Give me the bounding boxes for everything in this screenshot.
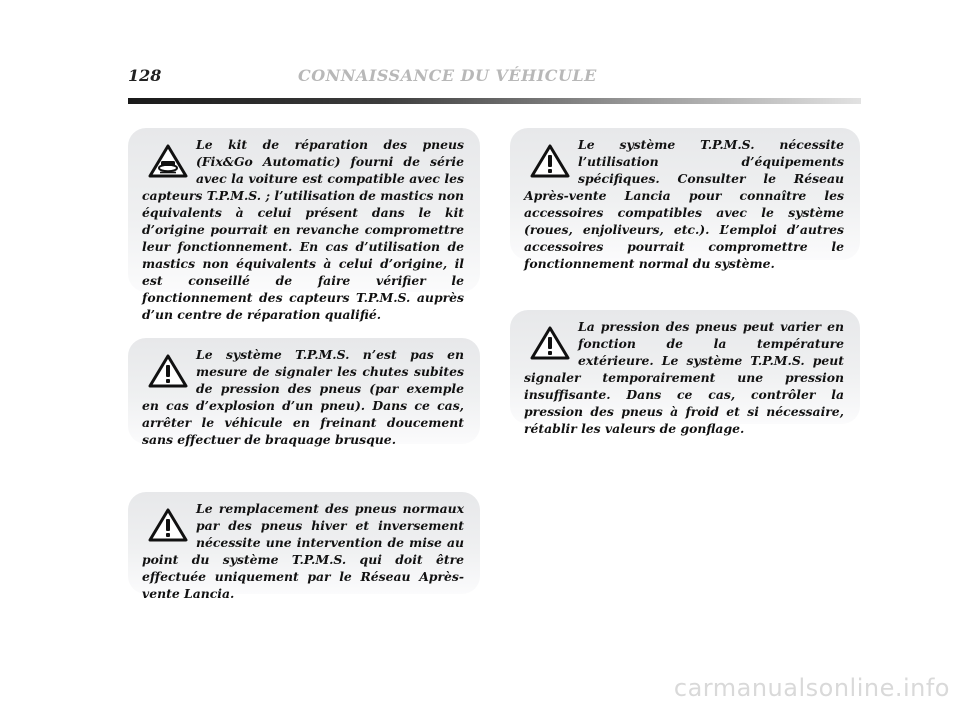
note-text: Le système T.P.M.S. n’est pas en mesure de signaler les chutes subites de pression des pneus (par exemple en cas d’explosion d’un pneu). Dans ce cas, arrêter le véhicule en freinant doucement sans effectuer de braquage brusque. [142, 347, 464, 447]
note-winter-tires [128, 492, 480, 601]
watermark: carmanualsonline.info [673, 674, 950, 702]
warning-triangle-icon [148, 354, 188, 388]
note-text: Le système T.P.M.S. nécessite l’utilisation d’équipements spécifiques. Consulter le Réseau Après-vente Lancia pour connaître les accessoires compatibles avec le système (roues, enjoliveurs, etc.). L’emploi d’autres accessoires pourrait compromettre le fonctionnement normal du système. [524, 137, 844, 271]
note-text: Le remplacement des pneus normaux par des pneus hiver et inversement nécessite une intervention de mise au point du système T.P.M.S. qui doit être effectuée uniquement par le Réseau Après-vente Lancia. [142, 501, 464, 601]
header-rule [128, 98, 861, 104]
tire-repair-warning-icon [148, 144, 188, 178]
note-tire-pressure-temperature [510, 310, 860, 436]
note-tpms-equipment [510, 128, 860, 271]
note-tpms-sudden-drop [128, 338, 480, 447]
note-text: Le kit de réparation des pneus (Fix&Go Automatic) fourni de série avec la voiture est compatible avec les capteurs T.P.M.S. ; l’utilisation de mastics non équivalents à celui présent dans le kit d’origine pourrait en revanche compromettre leur fonctionnement. En cas d’utilisation de mastics non équivalents à celui d’origine, il est conseillé de faire vérifier le fonctionnement des capteurs T.P.M.S. auprès d’un centre de réparation qualifié. [142, 137, 464, 322]
note-tire-repair-kit [128, 128, 480, 322]
section-title: CONNAISSANCE DU VÉHICULE [298, 66, 597, 85]
page-number: 128 [128, 66, 162, 85]
warning-triangle-icon [148, 508, 188, 542]
warning-triangle-icon [530, 144, 570, 178]
note-text: La pression des pneus peut varier en fonction de la température extérieure. Le système T.P.M.S. peut signaler temporairement une pression insuffisante. Dans ce cas, contrôler la pression des pneus à froid et si nécessaire, rétablir les valeurs de gonflage. [524, 319, 844, 436]
warning-triangle-icon [530, 326, 570, 360]
